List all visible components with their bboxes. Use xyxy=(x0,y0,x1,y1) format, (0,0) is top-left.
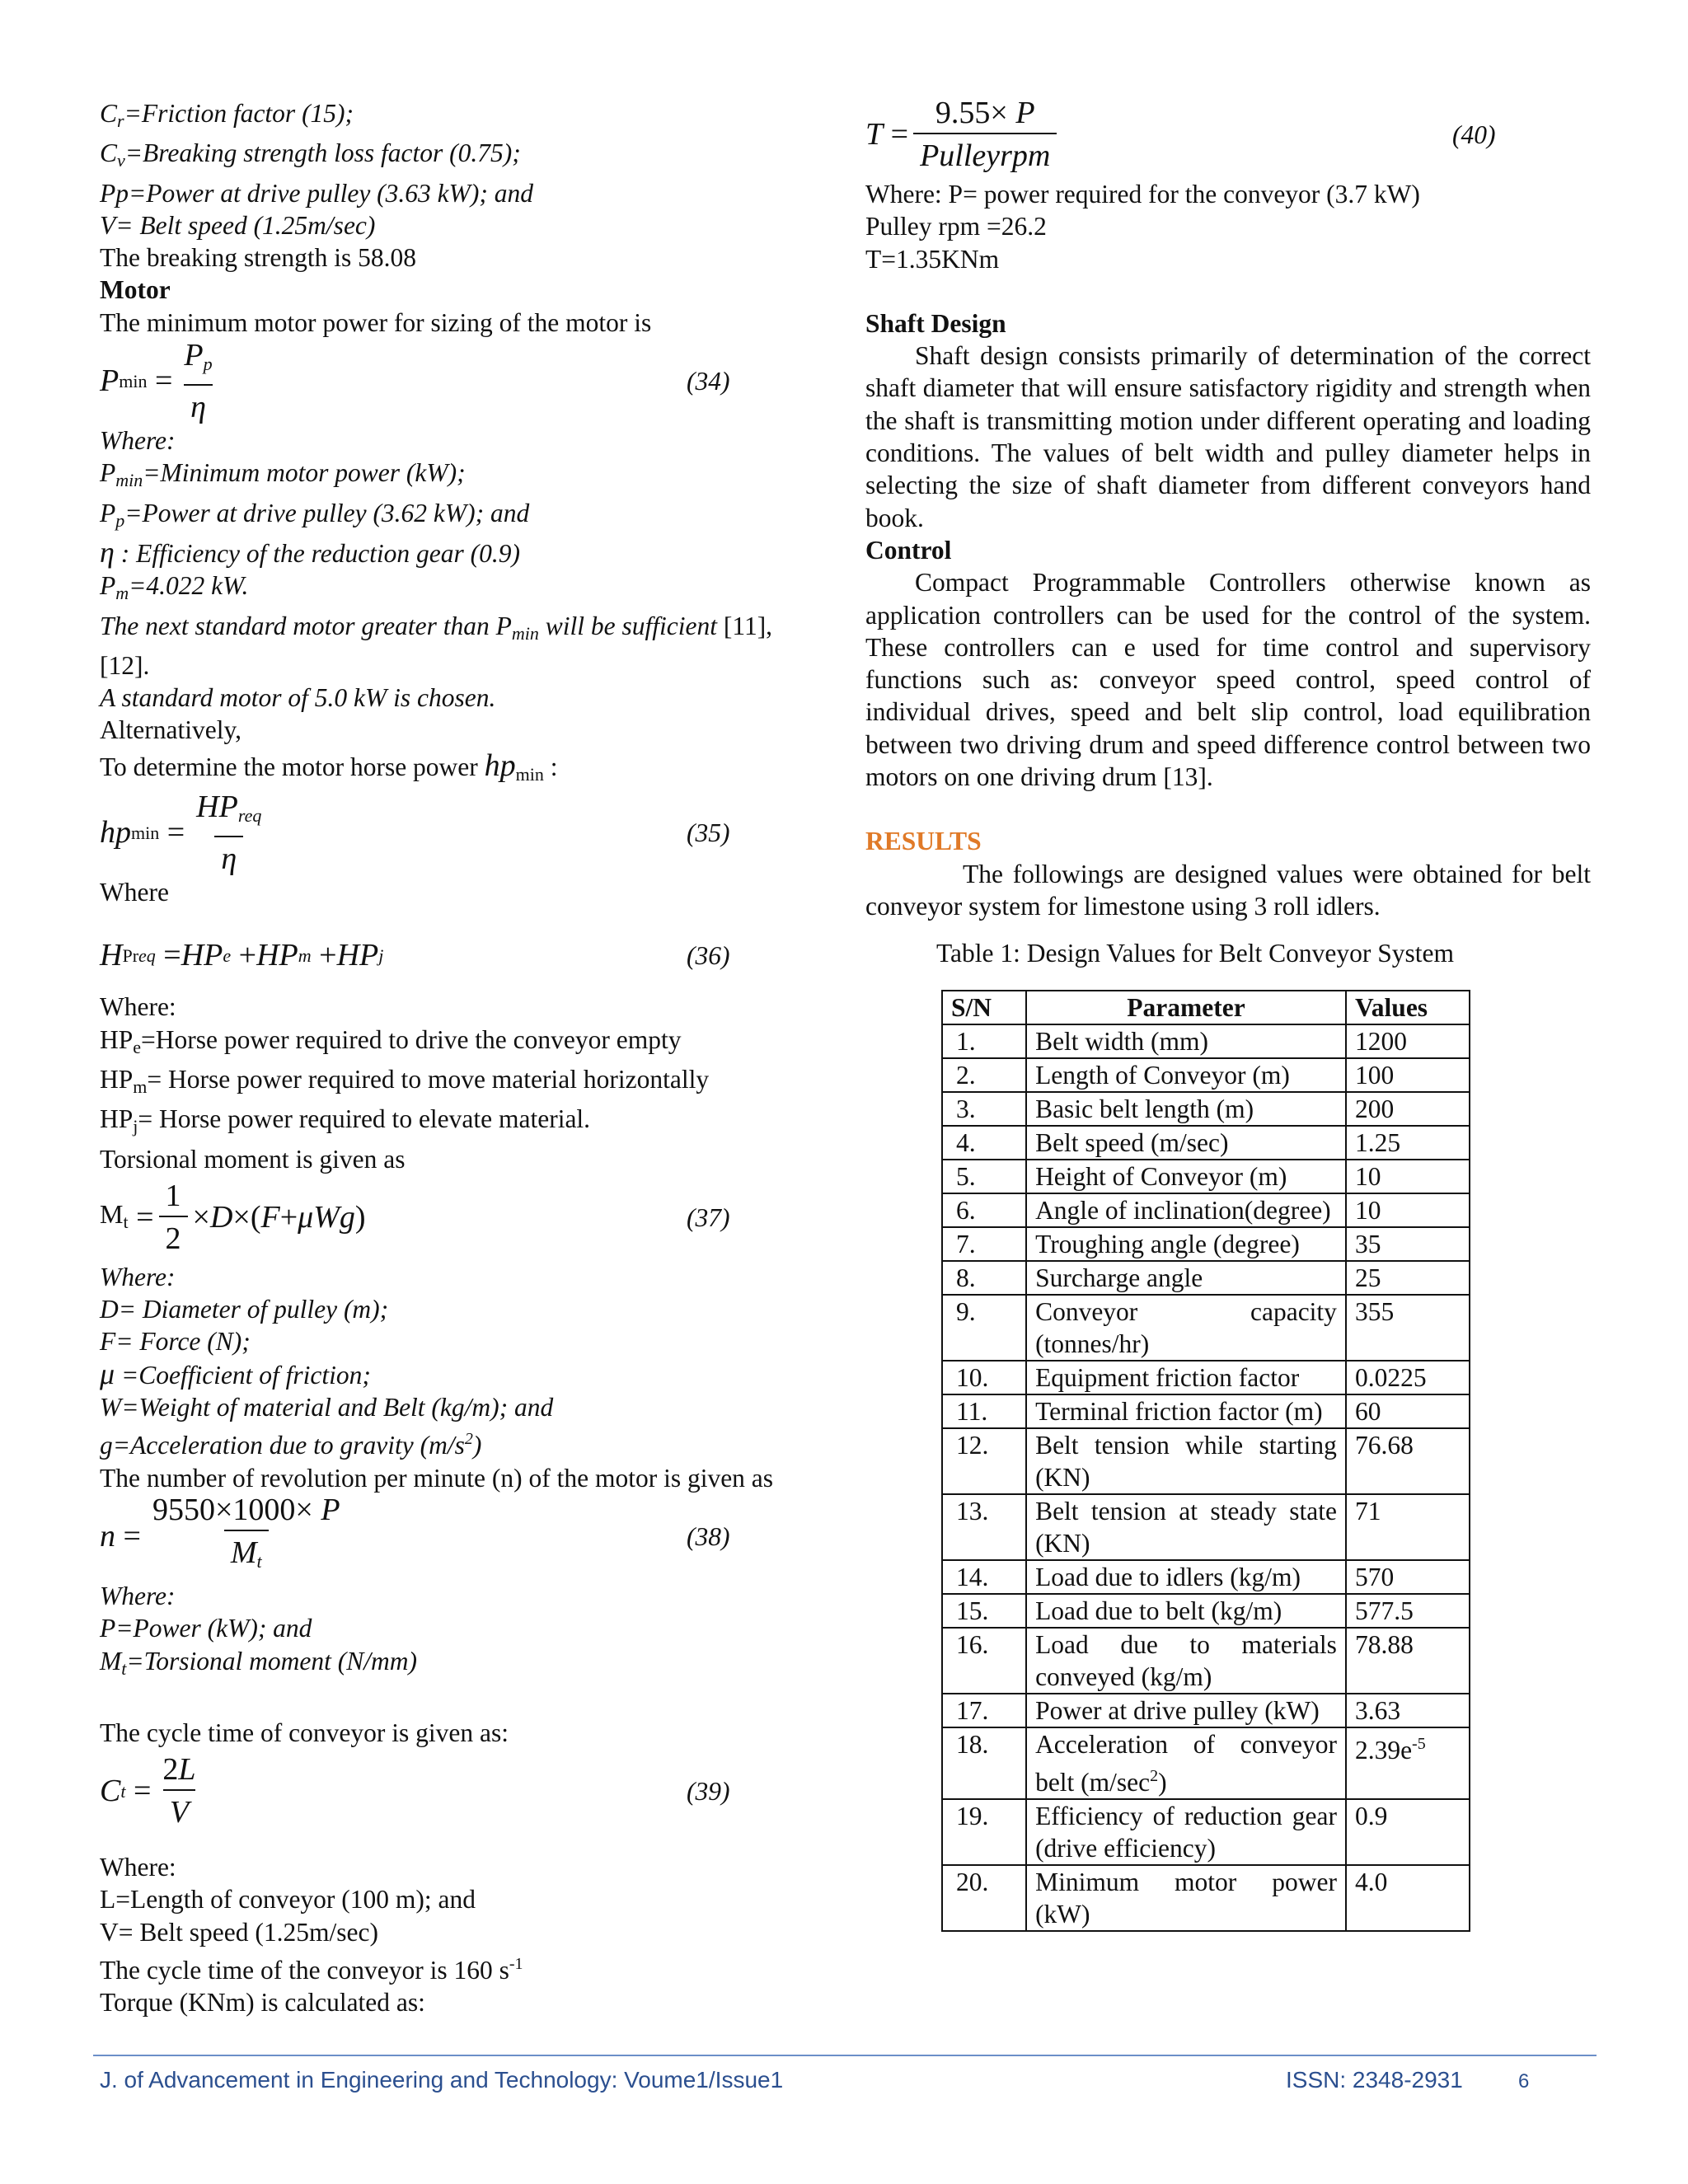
cell-value: 0.9 xyxy=(1346,1799,1470,1865)
where-label: Where: xyxy=(100,1853,176,1882)
cell-sn: 10. xyxy=(942,1361,1026,1394)
cell-sn: 4. xyxy=(942,1126,1026,1160)
cell-parameter: Acceleration of conveyor belt $(m/\sec^2)$ xyxy=(1026,1727,1346,1799)
table-row xyxy=(942,1428,1470,1494)
pp-definition-2: $P_p=Power$ at drive pulley (3.62 kW); and xyxy=(100,498,530,531)
table-row xyxy=(942,1160,1470,1193)
cell-parameter: Belt tension at steady state (KN) xyxy=(1026,1494,1346,1560)
cell-sn: 12. xyxy=(942,1428,1026,1494)
cell-sn: 13. xyxy=(942,1494,1026,1560)
cell-parameter: Height of Conveyor (m) xyxy=(1026,1160,1346,1193)
cell-value: 10 xyxy=(1346,1193,1470,1227)
table-row xyxy=(942,1058,1470,1092)
mt-definition: $M_t=Torsional$ moment (N/mm) xyxy=(100,1646,417,1679)
g-definition: g=Acceleration due to gravity $(m/s^2)$ xyxy=(100,1430,482,1460)
cell-parameter: Basic belt length (m) xyxy=(1026,1092,1346,1126)
v-definition-2: V= Belt speed (1.25m/sec) xyxy=(100,1917,378,1947)
cell-sn: 8. xyxy=(942,1261,1026,1295)
left-column xyxy=(100,97,825,2019)
p-definition: P=Power (kW); and xyxy=(100,1614,312,1643)
pp-definition: Pp=Power at drive pulley (3.63 kW); and xyxy=(100,178,533,208)
table-row xyxy=(942,1727,1470,1799)
column-header: Values xyxy=(1346,991,1470,1024)
results-paragraph: The followings are designed values were obtained for belt conveyor system for limestone using 3 roll idlers. xyxy=(865,859,1591,921)
determine-hp-text: To determine the motor horse power hpmin : xyxy=(100,748,558,785)
cell-value: $2.39e^{-5}$ xyxy=(1346,1727,1470,1799)
cell-parameter: Power at drive pulley (kW) xyxy=(1026,1694,1346,1727)
min-motor-text: The minimum motor power for sizing of the motor is xyxy=(100,307,652,337)
right-column xyxy=(865,92,1591,1932)
footer-issn: ISSN: 2348-2931 xyxy=(1286,2067,1463,2093)
cell-sn: 1. xyxy=(942,1024,1026,1058)
where-label: Where: xyxy=(100,1581,176,1610)
cell-sn: 11. xyxy=(942,1394,1026,1428)
cell-parameter: Length of Conveyor (m) xyxy=(1026,1058,1346,1092)
where-label: Where xyxy=(100,878,169,907)
hpe-definition: HPe=Horse power required to drive the conveyor empty xyxy=(100,1024,682,1057)
cell-parameter: Belt width (mm) xyxy=(1026,1024,1346,1058)
cell-sn: 6. xyxy=(942,1193,1026,1227)
cycle-time-text: The cycle time of conveyor is given as: xyxy=(100,1718,509,1747)
cell-value: 71 xyxy=(1346,1494,1470,1560)
cell-sn: 5. xyxy=(942,1160,1026,1193)
equation-40: T = $\frac{9.55\times P}{\text{Pulleyrpm}}$ (40) xyxy=(865,92,1591,178)
cell-parameter: Load due to belt (kg/m) xyxy=(1026,1594,1346,1628)
cell-value: 3.63 xyxy=(1346,1694,1470,1727)
cell-value: 200 xyxy=(1346,1092,1470,1126)
cell-value: 1200 xyxy=(1346,1024,1470,1058)
table-row xyxy=(942,1628,1470,1694)
cell-value: 60 xyxy=(1346,1394,1470,1428)
cell-sn: 18. xyxy=(942,1727,1026,1799)
cr-definition: $C_r=Friction$ factor (15); xyxy=(100,99,354,131)
breaking-strength-text: The breaking strength is 58.08 xyxy=(100,243,417,273)
table-row xyxy=(942,1126,1470,1160)
next-standard-motor: The next standard motor greater than $P_{min}$ will be sufficient [11], xyxy=(100,611,773,644)
cell-sn: 17. xyxy=(942,1694,1026,1727)
cell-parameter: Load due to idlers (kg/m) xyxy=(1026,1560,1346,1594)
equation-number: (37) xyxy=(687,1203,730,1233)
cell-value: 78.88 xyxy=(1346,1628,1470,1694)
d-definition: D= Diameter of pulley (m); xyxy=(100,1295,389,1324)
standard-motor-text: A standard motor of 5.0 kW is chosen. xyxy=(100,683,496,713)
table-row xyxy=(942,1560,1470,1594)
equation-number: (35) xyxy=(687,818,730,848)
cell-parameter: Belt speed (m/sec) xyxy=(1026,1126,1346,1160)
cell-parameter: Belt tension while starting (KN) xyxy=(1026,1428,1346,1494)
torque-value: T=1.35KNm xyxy=(865,244,1000,274)
table-caption: Table 1: Design Values for Belt Conveyor System xyxy=(935,939,1454,968)
equation-number: (40) xyxy=(1452,120,1496,150)
cell-sn: 16. xyxy=(942,1628,1026,1694)
footer-journal: J. of Advancement in Engineering and Technology: Voume1/Issue1 xyxy=(100,2067,784,2093)
where-label: Where: xyxy=(100,426,176,456)
equation-number: (34) xyxy=(687,367,730,396)
table-row xyxy=(942,1594,1470,1628)
cell-parameter: Terminal friction factor (m) xyxy=(1026,1394,1346,1428)
eta-definition: η : Efficiency of the reduction gear (0.9) xyxy=(100,535,521,569)
cell-sn: 7. xyxy=(942,1227,1026,1261)
footer-page-number: 6 xyxy=(1518,2070,1530,2093)
pm-value: $P_m=4.022$ kW. xyxy=(100,571,249,604)
table-row xyxy=(942,1694,1470,1727)
cell-parameter: Angle of inclination(degree) xyxy=(1026,1193,1346,1227)
l-definition: L=Length of conveyor (100 m); and xyxy=(100,1885,476,1915)
revolution-text: The number of revolution per minute (n) of the motor is given as xyxy=(100,1463,774,1493)
cell-parameter: Efficiency of reduction gear (drive efficiency) xyxy=(1026,1799,1346,1865)
cell-value: 355 xyxy=(1346,1295,1470,1361)
cell-value: 0.0225 xyxy=(1346,1361,1470,1394)
cell-value: 76.68 xyxy=(1346,1428,1470,1494)
table-row xyxy=(942,1494,1470,1560)
cell-sn: 9. xyxy=(942,1295,1026,1361)
table-row xyxy=(942,1261,1470,1295)
cycle-time-value: The cycle time of the conveyor is 160 $s^{-1}$ xyxy=(100,1954,523,1985)
cell-parameter: Minimum motor power (kW) xyxy=(1026,1865,1346,1931)
where-label: Where: xyxy=(100,1262,176,1291)
cell-value: 100 xyxy=(1346,1058,1470,1092)
v-definition: V= Belt speed (1.25m/sec) xyxy=(100,210,376,240)
cell-value: 25 xyxy=(1346,1261,1470,1295)
equation-37: Mt = $\frac{1}{2}$ × D ×( F + μWg ) (37) xyxy=(100,1175,825,1261)
cell-value: 570 xyxy=(1346,1560,1470,1594)
equation-38: n = $\frac{9550\times 1000\times P}{M_t}$ (38) xyxy=(100,1494,825,1580)
where-label: Where: xyxy=(100,992,176,1022)
pulley-rpm: Pulley rpm =26.2 xyxy=(865,212,1047,241)
cell-parameter: Surcharge angle xyxy=(1026,1261,1346,1295)
equation-39: C t = $\frac{2L}{V}$ (39) xyxy=(100,1749,825,1835)
equation-35: hp min = $\frac{HP_{req}}{\eta}$ (35) xyxy=(100,790,825,876)
design-values-table xyxy=(941,990,1470,1932)
cell-value: 577.5 xyxy=(1346,1594,1470,1628)
cell-value: 4.0 xyxy=(1346,1865,1470,1931)
hpm-definition: HPm= Horse power required to move material horizontally xyxy=(100,1064,710,1097)
table-row xyxy=(942,1361,1470,1394)
shaft-design-paragraph: Shaft design consists primarily of determination of the correct shaft diameter that will ensure satisfactory rigidity and strength when the shaft is transmitting motion under different operating and loading conditions. The values of belt width and pulley diameter helps in selecting the size of shaft diameter from different conveyors hand book. xyxy=(865,341,1591,532)
results-heading: RESULTS xyxy=(865,827,982,856)
cell-parameter: Conveyor capacity (tonnes/hr) xyxy=(1026,1295,1346,1361)
cell-sn: 2. xyxy=(942,1058,1026,1092)
equation-number: (36) xyxy=(687,940,730,970)
table-row xyxy=(942,1295,1470,1361)
equation-number: (39) xyxy=(687,1777,730,1807)
cell-sn: 19. xyxy=(942,1799,1026,1865)
cell-parameter: Troughing angle (degree) xyxy=(1026,1227,1346,1261)
table-row xyxy=(942,1799,1470,1865)
cell-sn: 20. xyxy=(942,1865,1026,1931)
table-row xyxy=(942,1865,1470,1931)
mu-definition: μ =Coefficient of friction; xyxy=(100,1357,371,1390)
control-paragraph: Compact Programmable Controllers otherwise known as application controllers can be used for the control of the system. These controllers can e used for time control and supervisory functions such as: conveyor speed control, speed control of individual drives, speed and belt slip control, load equilibration between two driving drum and speed difference control between two motors on one driving drum [13]. xyxy=(865,568,1591,792)
control-heading: Control xyxy=(865,535,952,565)
cell-value: 35 xyxy=(1346,1227,1470,1261)
shaft-design-heading: Shaft Design xyxy=(865,308,1006,338)
table-row xyxy=(942,1227,1470,1261)
ref-12: [12]. xyxy=(100,650,150,680)
equation-34: P min = $\frac{P_p}{\eta}$ (34) xyxy=(100,339,825,424)
cell-sn: 3. xyxy=(942,1092,1026,1126)
torque-text: Torque (KNm) is calculated as: xyxy=(100,1988,425,2018)
hpj-definition: HPj= Horse power required to elevate material. xyxy=(100,1104,591,1137)
cell-value: 1.25 xyxy=(1346,1126,1470,1160)
footer-divider xyxy=(93,2055,1597,2056)
cell-sn: 15. xyxy=(942,1594,1026,1628)
column-header: S/N xyxy=(942,991,1026,1024)
table-row xyxy=(942,1092,1470,1126)
column-header: Parameter xyxy=(1026,991,1346,1024)
pmin-definition: $P_{min}=Minimum$ motor power (kW); xyxy=(100,458,466,491)
cell-sn: 14. xyxy=(942,1560,1026,1594)
alternatively-text: Alternatively, xyxy=(100,715,242,745)
w-definition: W=Weight of material and Belt (kg/m); and xyxy=(100,1393,554,1422)
equation-number: (38) xyxy=(687,1522,730,1552)
torsional-text: Torsional moment is given as xyxy=(100,1144,406,1174)
cell-parameter: Load due to materials conveyed (kg/m) xyxy=(1026,1628,1346,1694)
table-row xyxy=(942,1394,1470,1428)
table-row xyxy=(942,1024,1470,1058)
cell-value: 10 xyxy=(1346,1160,1470,1193)
table-row xyxy=(942,1193,1470,1227)
cell-parameter: Equipment friction factor xyxy=(1026,1361,1346,1394)
f-definition: F= Force (N); xyxy=(100,1327,251,1357)
power-definition: Where: P= power required for the conveyor (3.7 kW) xyxy=(865,180,1420,209)
cv-definition: $C_v=Breaking$ strength loss factor (0.75); xyxy=(100,138,521,171)
motor-heading: Motor xyxy=(100,275,171,305)
equation-36: H Preq = HP e + HP m + HP j (36) xyxy=(100,937,730,972)
table-header-row xyxy=(942,991,1470,1024)
